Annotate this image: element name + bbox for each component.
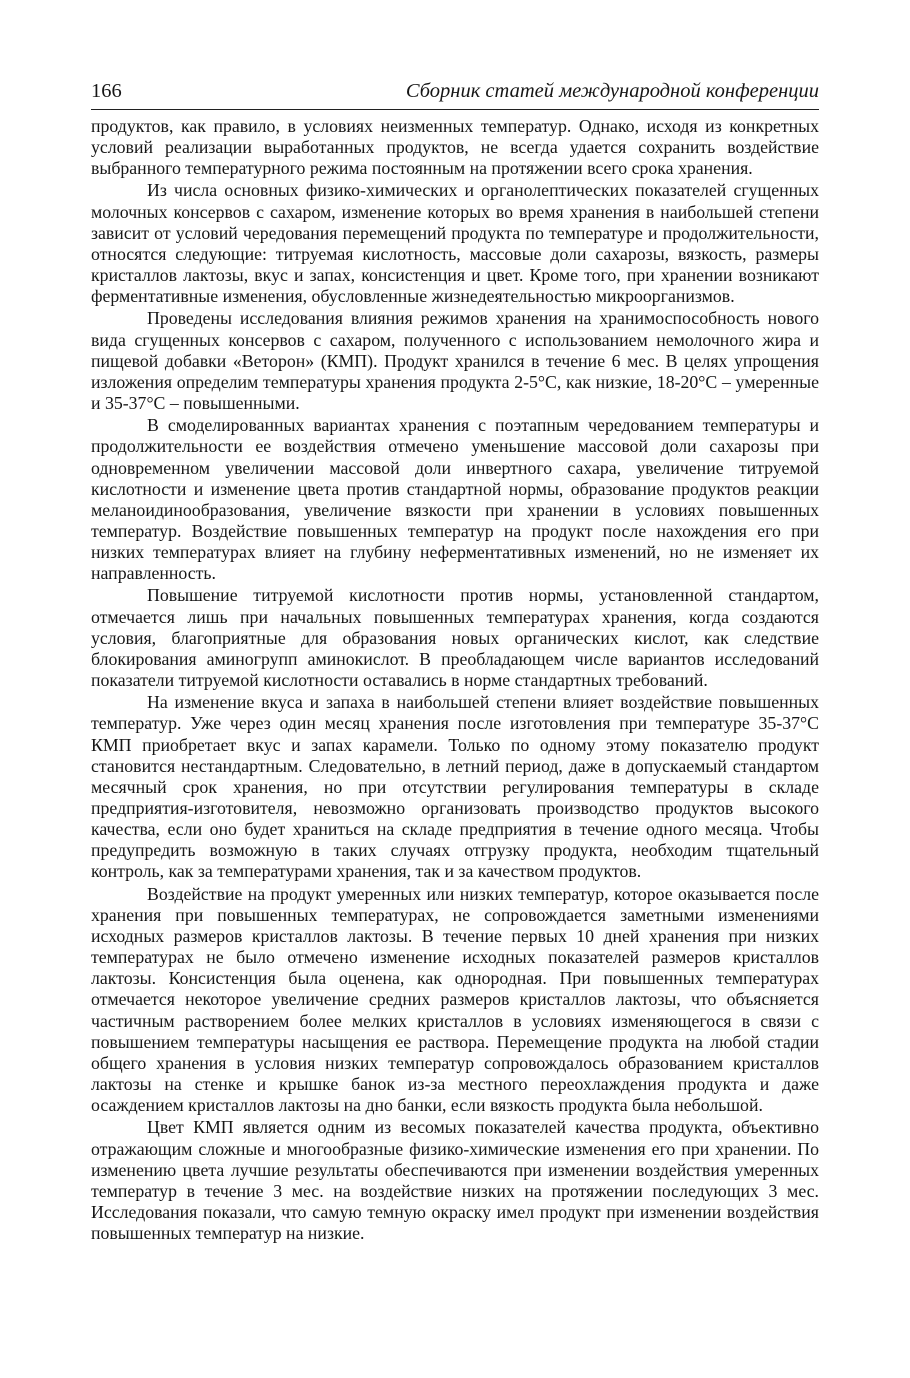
page-header xyxy=(91,78,819,110)
paragraph: Воздействие на продукт умеренных или низких температур, которое оказывается после хранения при повышенных температурах, не сопровождается заметными изменениями исходных размеров кристаллов лактозы. В течение первых 10 дней хранения при низких температурах не было отмечено изменение исходных показателей размеров кристаллов лактозы. Консистенция была оценена, как однородная. При повышенных температурах отмечается некоторое увеличение средних размеров кристаллов лактозы, что объясняется частичным растворением более мелких кристаллов в условиях изменяющегося в связи с повышением температуры насыщения ее раствора. Перемещение продукта на любой стадии общего хранения в условия низких температур сопровождалось образованием кристаллов лактозы на стенке и крышке банок из-за местного переохлаждения продукта и даже осаждением кристаллов лактозы на дно банки, если вязкость продукта была небольшой. xyxy=(91,883,819,1116)
body-text xyxy=(91,116,819,1244)
paragraph: Из числа основных физико-химических и органолептических показателей сгущенных молочных консервов с сахаром, изменение которых во время хранения в наибольшей степени зависит от условий чередования перемещений продукта по температуре и продолжительности, относятся следующие: титруемая кислотность, массовые доли сахарозы, вязкость, размеры кристаллов лактозы, вкус и запах, консистенция и цвет. Кроме того, при хранении возникают ферментативные изменения, обусловленные жизнедеятельностью микроорганизмов. xyxy=(91,180,819,307)
paragraph: Проведены исследования влияния режимов хранения на хранимоспособность нового вида сгущенных консервов с сахаром, полученного с использованием немолочного жира и пищевой добавки «Веторон» (КМП). Продукт хранился в течение 6 мес. В целях упрощения изложения определим температуры хранения продукта 2-5°С, как низкие, 18-20°С – умеренные и 35-37°С – повышенными. xyxy=(91,308,819,414)
paragraph: Цвет КМП является одним из весомых показателей качества продукта, объективно отражающим сложные и многообразные физико-химические изменения его при хранении. По изменению цвета лучшие результаты обеспечиваются при изменении воздействия умеренных температур в течение 3 мес. на воздействие низких на протяжении последующих 3 мес. Исследования показали, что самую темную окраску имел продукт при изменении воздействия повышенных температур на низкие. xyxy=(91,1117,819,1244)
page-number: 166 xyxy=(91,80,122,102)
paragraph: На изменение вкуса и запаха в наибольшей степени влияет воздействие повышенных температур. Уже через один месяц хранения после изготовления при температуре 35-37°С КМП приобретает вкус и запах карамели. Только по одному этому показателю продукт становится нестандартным. Следовательно, в летний период, даже в допускаемый стандартом месячный срок хранения, но при отсутствии регулирования температуры в складе предприятия-изготовителя, невозможно организовать производство продуктов высокого качества, если оно будет храниться на складе предприятия в течение одного месяца. Чтобы предупредить возможную в таких случаях отгрузку продукта, необходим тщательный контроль, как за температурами хранения, так и за качеством продуктов. xyxy=(91,692,819,882)
running-title: Сборник статей международной конференции xyxy=(405,80,819,102)
paragraph: Повышение титруемой кислотности против нормы, установленной стандартом, отмечается лишь при начальных повышенных температурах хранения, когда создаются условия, благоприятные для образования новых органических кислот, как следствие блокирования аминогрупп аминокислот. В преобладающем числе вариантов исследований показатели титруемой кислотности оставались в норме стандартных требований. xyxy=(91,585,819,691)
paragraph: В смоделированных вариантах хранения с поэтапным чередованием температуры и продолжительности ее воздействия отмечено уменьшение массовой доли сахарозы при одновременном увеличении массовой доли инвертного сахара, увеличение титруемой кислотности и изменение цвета против стандартной нормы, образование продуктов реакции меланоидинообразования, увеличение вязкости при хранении в условиях повышенных температур. Воздействие повышенных температур на продукт после нахождения его при низких температурах влияет на глубину неферментативных изменений, но не изменяет их направленность. xyxy=(91,415,819,584)
paragraph-continuation: продуктов, как правило, в условиях неизменных температур. Однако, исходя из конкретных условий реализации выработанных продуктов, не всегда удается сохранить воздействие выбранного температурного режима постоянным на протяжении всего срока хранения. xyxy=(91,116,819,179)
document-page xyxy=(91,78,819,1244)
